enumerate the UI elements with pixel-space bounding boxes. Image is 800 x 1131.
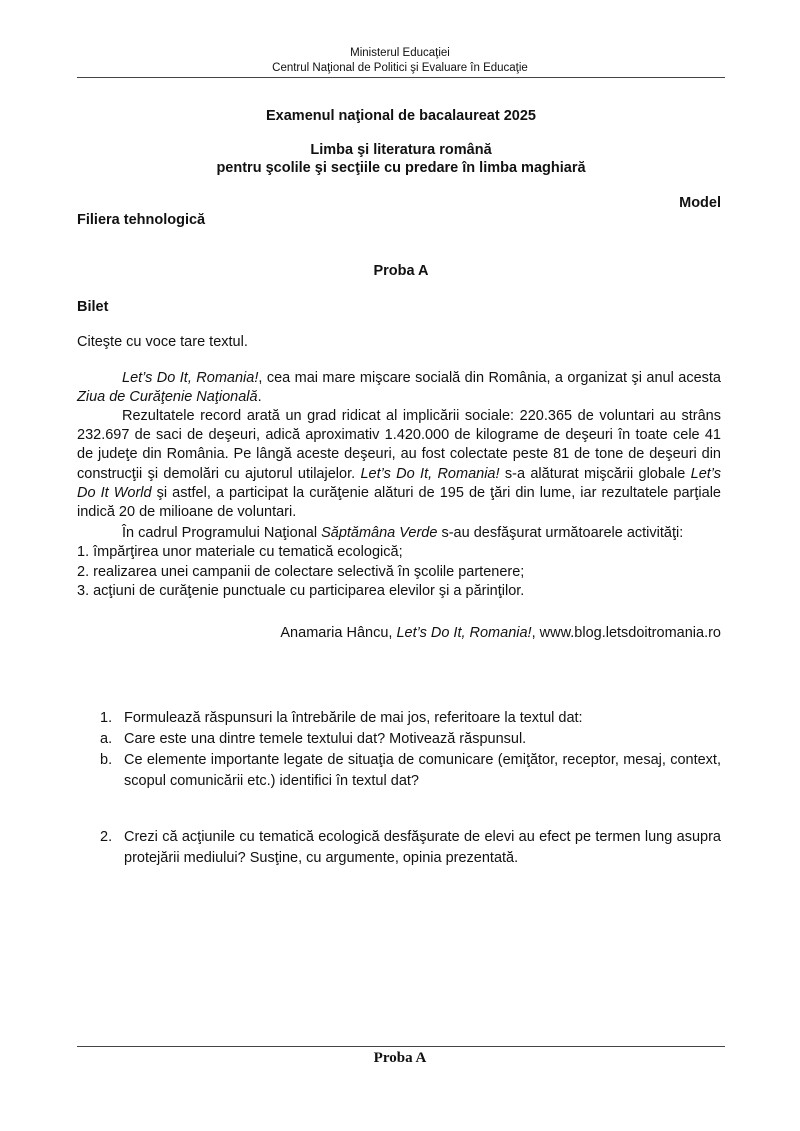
question-row	[77, 729, 721, 750]
question-row	[77, 750, 721, 792]
activity-list-item: 3. acţiuni de curăţenie punctuale cu participarea elevilor şi a părinţilor.	[77, 583, 525, 599]
text-span: şi astfel, a participat la curăţenie alături de 195 de ţări din lume, iar rezultatele parţiale indică 20 de milioane de voluntari.	[77, 484, 721, 521]
proba-title: Proba A	[373, 263, 429, 279]
text-italic: Ziua de Curăţenie Naţională	[77, 389, 258, 406]
question-text: Ce elemente importante legate de situaţia de comunicare (emiţător, receptor, mesaj, context, scopul comunicării etc.) identifici în textul dat?	[124, 752, 721, 789]
text-span: În cadrul Programului Naţional	[122, 525, 322, 541]
subject-subtitle: pentru şcolile şi secţiile cu predare în limba maghiară	[216, 160, 586, 176]
text-span: s-a alăturat mişcării globale	[499, 465, 691, 482]
footer-label: Proba A	[373, 1050, 427, 1066]
text-span: , cea mai mare mişcare socială din România, a organizat şi anul acesta	[258, 370, 721, 386]
question-block-2	[77, 827, 721, 869]
header-rule	[77, 77, 725, 78]
text-italic: Let’s Do It, Romania!	[122, 370, 259, 386]
question-row	[77, 827, 721, 869]
activity-list-item: 1. împărţirea unor materiale cu tematică ecologică;	[77, 544, 403, 560]
header-ministry: Ministerul Educaţiei	[350, 47, 450, 59]
question-text: Care este una dintre temele textului dat? Motivează răspunsul.	[124, 731, 527, 747]
text-italic: Săptămâna Verde	[321, 525, 438, 541]
reading-instruction: Citeşte cu voce tare textul.	[77, 334, 248, 350]
question-number: 1.	[100, 710, 113, 726]
model-label: Model	[679, 195, 721, 211]
text-italic: Let’s Do It, Romania!	[360, 465, 500, 482]
subject-title: Limba şi literatura română	[310, 142, 492, 158]
text-span: Rezultatele record arată un grad ridicat al implicării sociale: 220.365 de voluntari au strâns 232.697 de saci de deşeuri, adică aproximativ 1.420.000 de kilograme de deşeuri în toate cele 41 de judeţe din România. Pe lângă aceste deşeuri, au fost colectate peste 81 de tone de deşeuri din construcţii şi demolări cu ajutorul utilajelor.	[77, 408, 721, 482]
filiera-label: Filiera tehnologică	[77, 212, 206, 228]
text-source	[280, 624, 721, 643]
source-url: , www.blog.letsdoitromania.ro	[531, 625, 721, 641]
question-row	[77, 708, 721, 729]
question-number: 2.	[100, 829, 113, 845]
text-paragraph-1	[77, 369, 721, 407]
text-span: s-au desfăşurat următoarele activităţi:	[437, 525, 684, 541]
text-paragraph-2	[77, 407, 721, 522]
question-text: Crezi că acţiunile cu tematică ecologică desfăşurate de elevi au efect pe termen lung asupra protejării mediului? Susţine, cu argumente, opinia prezentată.	[124, 829, 721, 866]
source-author: Anamaria Hâncu,	[280, 625, 397, 641]
activity-list-item: 2. realizarea unei campanii de colectare selectivă în şcolile partenere;	[77, 564, 525, 580]
text-span: .	[257, 389, 262, 406]
source-title: Let’s Do It, Romania!	[396, 625, 532, 641]
text-paragraph-3	[77, 524, 721, 543]
question-number: a.	[100, 731, 113, 747]
text-italic: Let’s Do It World	[77, 465, 721, 501]
question-number: b.	[100, 752, 113, 768]
footer-rule	[77, 1046, 725, 1047]
header-center: Centrul Naţional de Politici şi Evaluare în Educaţie	[272, 62, 528, 74]
question-text: Formulează răspunsuri la întrebările de mai jos, referitoare la textul dat:	[124, 710, 583, 726]
question-block-1	[77, 708, 721, 792]
exam-title: Examenul naţional de bacalaureat 2025	[266, 108, 536, 124]
bilet-label: Bilet	[77, 299, 109, 315]
